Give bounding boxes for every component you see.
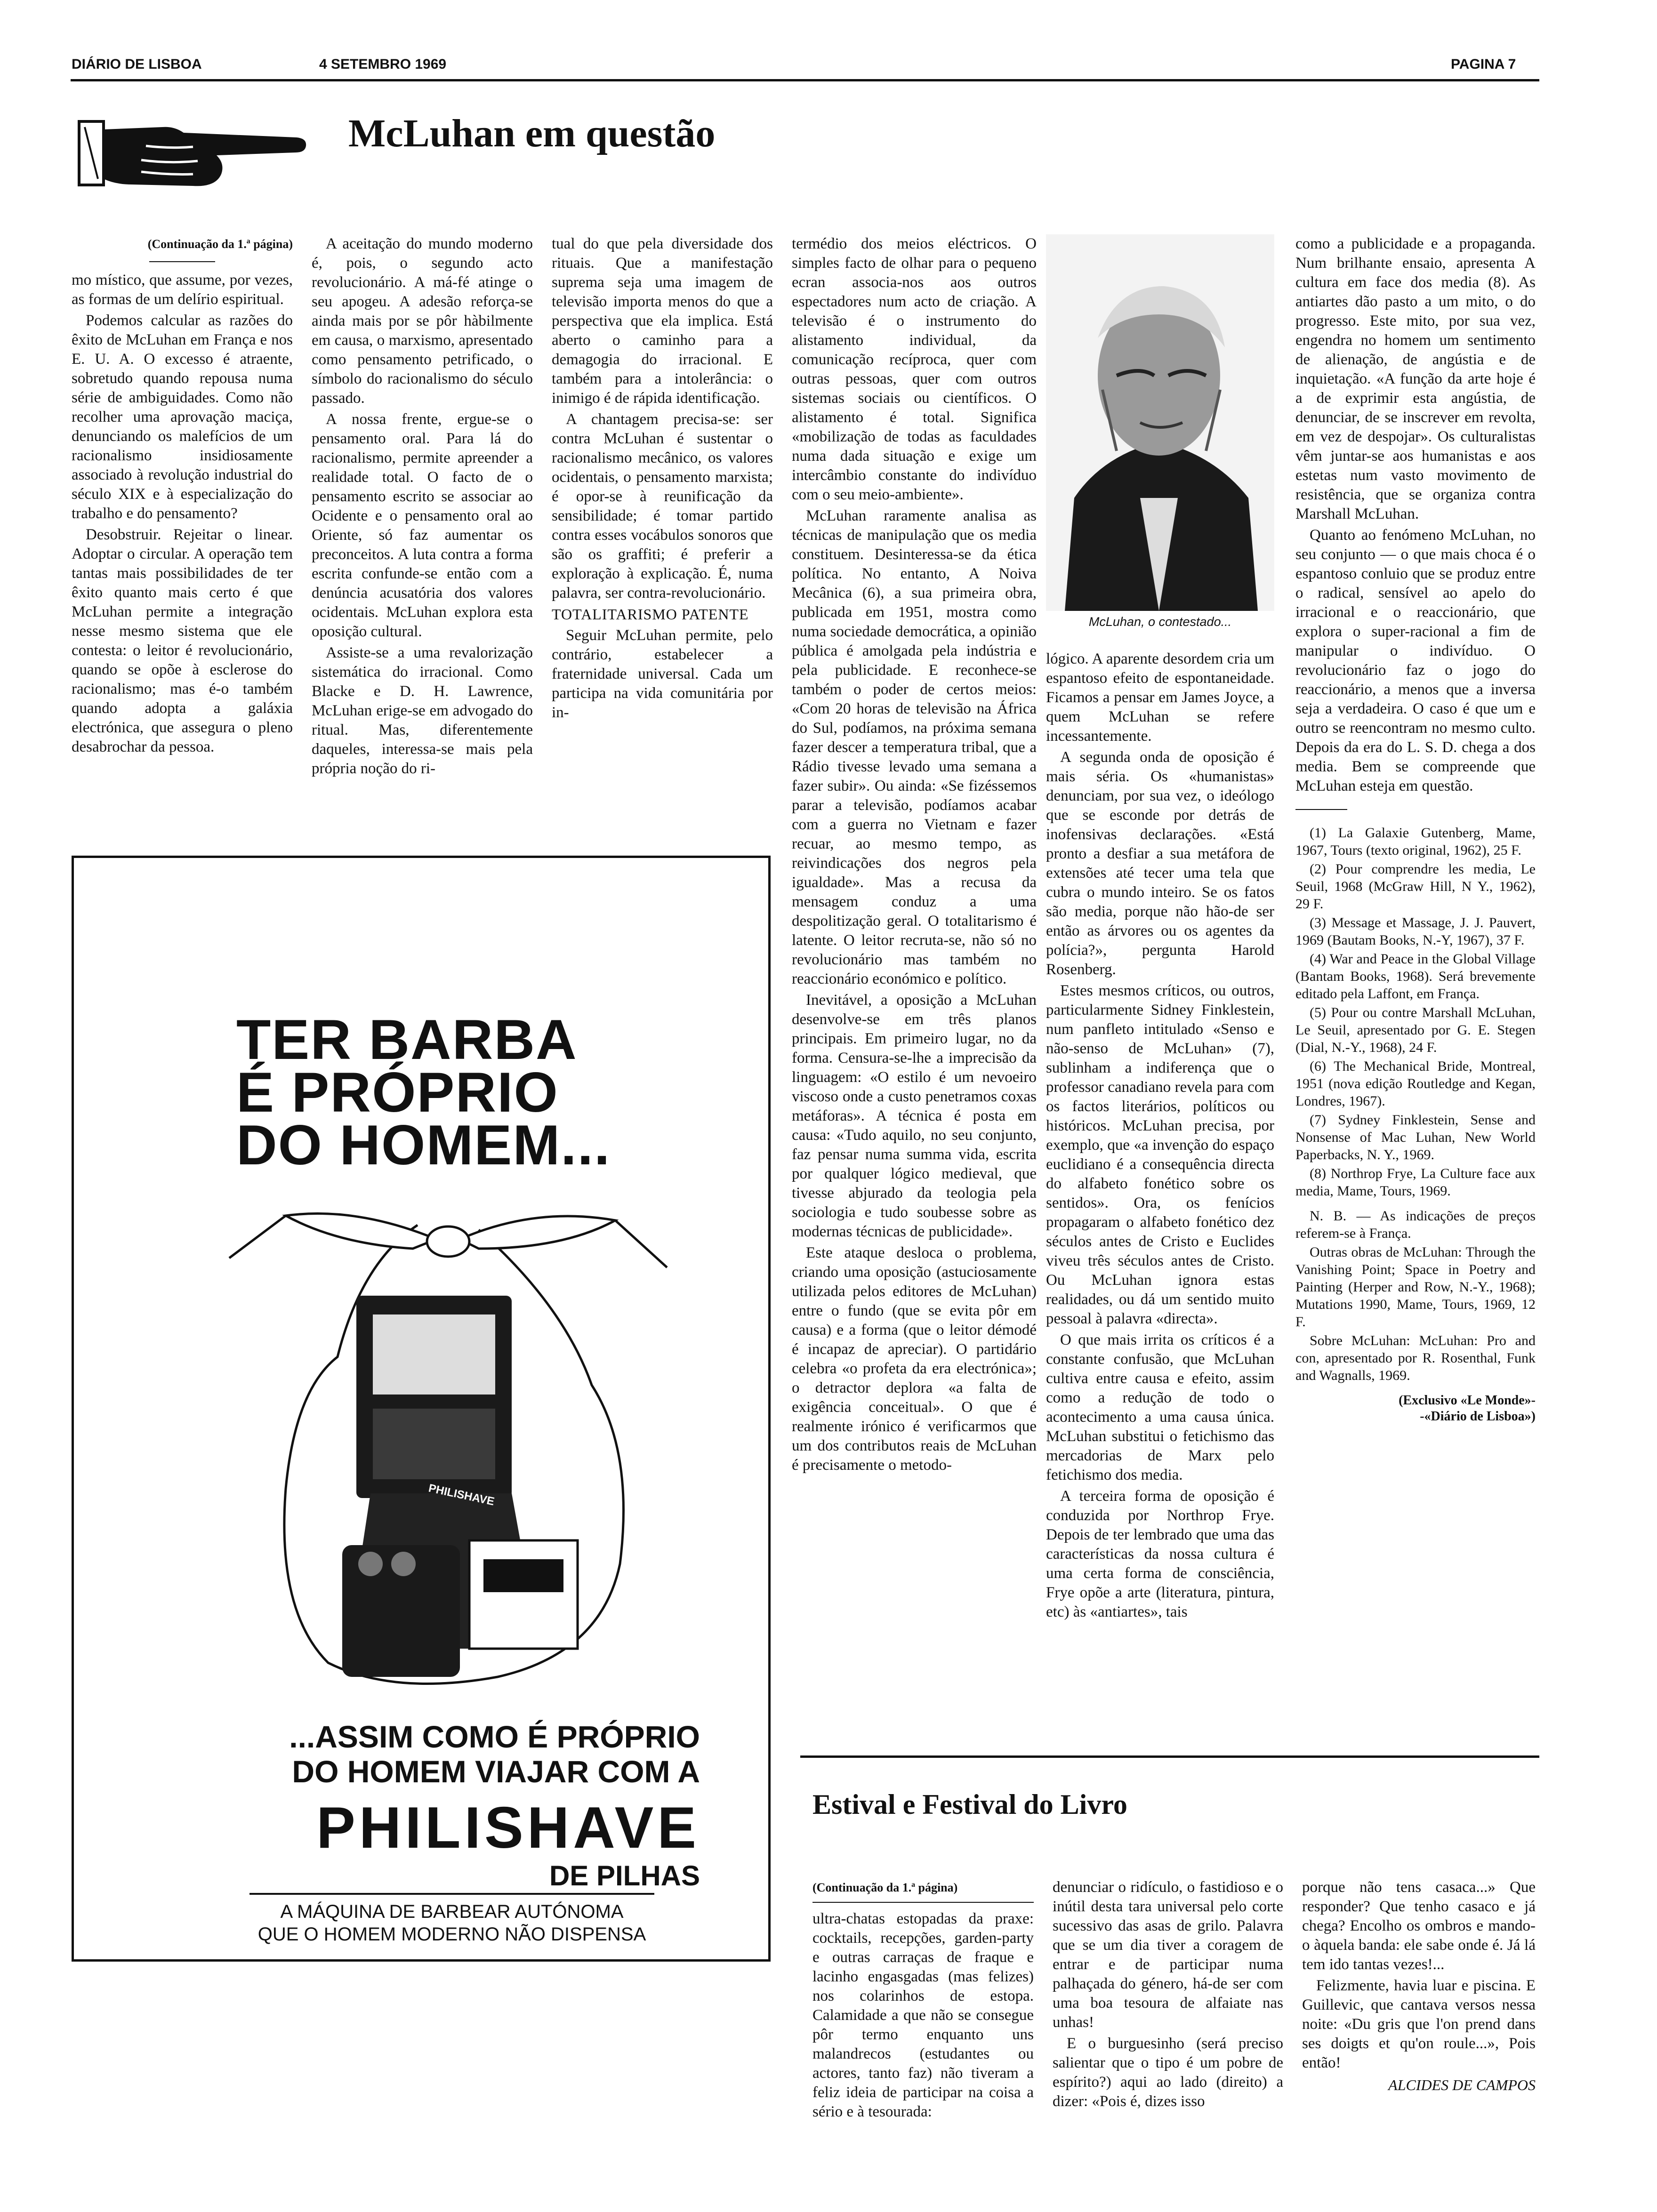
paragraph: Quanto ao fenómeno McLuhan, no seu conjunto — o que mais choca é o espantoso conluio que se produz entre o radical, sensível ao apelo do irracional e o reaccionário, que explora o super-racional a fim de manipular o indivíduo. O revolucionário faz o jogo do reaccionário, a menos que a inversa seja a verdadeira. O caso é que um e outro se reencontram no mesmo culto. Depois da era do L. S. D. chega a dos media. Bem se compreende que McLuhan esteja em questão. <box>1295 527 1536 794</box>
portrait-photo <box>1046 234 1274 611</box>
article-column-6 <box>1295 234 1536 1425</box>
ad-slogan-line: A MÁQUINA DE BARBEAR AUTÓNOMA <box>280 1901 624 1922</box>
article-column-4 <box>792 234 1037 1477</box>
paragraph: Este ataque desloca o problema, criando uma oposição (astuciosamente utilizada pelos editores de McLuhan) entre o fundo (que se evita pôr em causa) e a forma (que o leitor démodé é incapaz de apreciar). O partidário celebra «o profeta da era electrónica»; o detractor deplora «a falta de exigência conceitual». O que é realmente irónico é verificarmos que um dos contributos reais de McLuhan é precisamente o metodo- <box>792 1244 1037 1474</box>
philishave-advertisement <box>72 856 771 1962</box>
photo-caption: McLuhan, o contestado... <box>1088 615 1232 629</box>
footnote: (4) War and Peace in the Global Village (Bantam Books, 1968). Será brevemente editado pela Laffont, em França. <box>1295 951 1536 1002</box>
short-divider <box>812 1902 1034 1903</box>
paragraph: A terceira forma de oposição é conduzida por Northrop Frye. Depois de ter lembrado que uma das características da nossa cultura é uma certa forma de consciência, Frye opõe a arte (literatura, pintura, etc) às «antiartes», tais <box>1046 1488 1274 1620</box>
article2-column-1 <box>812 1878 1034 2124</box>
ad-slogan-line: QUE O HOMEM MODERNO NÃO DISPENSA <box>257 1924 646 1945</box>
author-signature: ALCIDES DE CAMPOS <box>1388 2076 1536 2093</box>
ad-headline-line: DO HOMEM... <box>236 1114 611 1177</box>
paragraph: termédio dos meios eléctricos. O simples facto de olhar para o pequeno ecran associa-nos aos outros espectadores num acto de criação. A televisão é o instrumento do alistamento individual, da comunicação recíproca, quer com outras pessoas, quer com outros sistemas sociais ou científicos. O alistamento é total. Significa «mobilização de todas as faculdades numa dada situação e exige um intercâmbio constante do indivíduo com o seu meio-ambiente». <box>792 235 1037 503</box>
article2-column-2 <box>1053 1878 1283 2113</box>
ad-headline <box>236 1008 611 1177</box>
footnote: (8) Northrop Frye, La Culture face aux media, Mame, Tours, 1969. <box>1295 1166 1536 1199</box>
credit-line: -«Diário de Lisboa») <box>1420 1409 1536 1424</box>
newspaper-name: DIÁRIO DE LISBOA <box>72 56 202 72</box>
issue-date: 4 SETEMBRO 1969 <box>319 56 447 72</box>
paragraph: Desobstruir. Rejeitar o linear. Adoptar o circular. A operação tem tantas mais possibilidades de ter êxito quanto mais certo é que McLuhan permite a integração nesse mesmo sistema que ele contesta: o leitor é revolucionário, quando se opõe à esclerose do racionalismo; mas é-o também quando adopta a galáxia electrónica, que assegura o pleno desabrochar da pessoa. <box>72 526 293 755</box>
paragraph: O que mais irrita os críticos é a constante confusão, que McLuhan cultiva entre causa e efeito, assim como a redução de todo o acontecimento a uma causa única. McLuhan substitui o fetichismo das mercadorias de Marx pelo fetichismo dos media. <box>1046 1331 1274 1483</box>
paragraph: A segunda onda de oposição é mais séria. Os «humanistas» denunciam, por sua vez, o ideólogo que se esconde por detrás de inofensivas declarações. «Está pronto a desfiar a sua metáfora de extensões até tecer uma tela que cubra o mundo inteiro. Se os fatos são media, porque não hão-de ser então as árvores ou os agentes da polícia?», pergunta Harold Rosenberg. <box>1046 749 1274 978</box>
footnote: Sobre McLuhan: McLuhan: Pro and con, apresentado por R. Rosenthal, Funk and Wagnalls, 1969. <box>1295 1333 1536 1383</box>
footnotes <box>1295 824 1536 1384</box>
source-credit <box>1295 1393 1536 1425</box>
credit-line: (Exclusivo «Le Monde»- <box>1399 1393 1536 1408</box>
paragraph: McLuhan raramente analisa as técnicas de manipulação que os media constituem. Desinteressa-se da ética política. No entanto, A Noiva Mecânica (6), a sua primeira obra, publicada em 1951, mostra como numa sociedade democrática, a opinião pública é amolgada pela indústria e pela publicidade. E reconhece-se também o poder de certos meios: «Com 20 horas de televisão na África do Sul, podíamos, na próxima semana fazer descer a temperatura tribal, que a Rádio tivesse levado uma semana a fazer subir». Ou ainda: «Se fizéssemos parar a televisão, podíamos acabar com a guerra no Vietnam e fazer recuar, ao mesmo tempo, as reivindicações dos negros pela igualdade». Mas a recusa da mensagem conduz a uma despolitização geral. O totalitarismo é latente. O leitor recruta-se, não só no revolucionário mas também no reaccionário económico e político. <box>792 507 1037 987</box>
product-label: PHILISHAVE <box>427 1482 496 1508</box>
footnote: (1) La Galaxie Gutenberg, Mame, 1967, Tours (texto original, 1962), 25 F. <box>1295 825 1536 858</box>
shaver-bag-illustration <box>215 1187 686 1696</box>
footnote: (7) Sydney Finklestein, Sense and Nonsense of Mac Luhan, New World Paperbacks, N. Y., 1969. <box>1295 1112 1536 1162</box>
ad-headline-line: TER BARBA <box>236 1008 578 1071</box>
article2-column-3 <box>1302 1878 1536 2095</box>
paragraph: A chantagem precisa-se: ser contra McLuhan é sustentar o racionalismo mecânico, os valores ocidentais, o pensamento marxista; é opor-se à reunificação da sensibilidade; é tomar partido contra esses vocábulos sonoros que são os graffiti; é preferir a exploração à explicação. É, numa palavra, ser contra-revolucionário. <box>552 411 773 601</box>
paragraph: Felizmente, havia luar e piscina. E Guillevic, que cantava versos nessa noite: «Du gris que l'on prend dans ses doigts et qu'on roule...», Pois então! <box>1302 1977 1536 2071</box>
paragraph: ultra-chatas estopadas da praxe: cocktails, recepções, garden-party e outras carraças de fraque e lacinho engasgadas (mas felizes) nos colarinhos de estopa. Calamidade a que não se consegue pôr termo enquanto uns malandrecos (estudantes ou actores, tanto faz) não tiveram a feliz ideia de participar na coisa a sério e à tesourada: <box>812 1910 1034 2120</box>
paragraph: porque não tens casaca...» Que responder? Que tenho casaco e já chega? Encolho os ombros e mando-o àquela banda: ele sabe onde é. Já lá tem ido tantas vezes!... <box>1302 1879 1536 1973</box>
ad-brand-subtitle: DE PILHAS <box>549 1860 700 1891</box>
continuation-note: (Continuação da 1.ª página) <box>147 237 293 251</box>
footnote: (5) Pour ou contre Marshall McLuhan, Le Seuil, apresentado por G. E. Stegen (Dial, N.-Y., 1968), 24 F. <box>1295 1005 1536 1055</box>
paragraph: Podemos calcular as razões do êxito de McLuhan em França e nos E. U. A. O excesso é atraente, sobretudo quando repousa numa série de ambiguidades. Como não recolher uma aprovação maciça, denunciando os malefícios de um racionalismo insidiosamente associado à revolução industrial do século XIX e à especialização do trabalho e do pensamento? <box>72 312 293 522</box>
ad-subheadline-line: ...ASSIM COMO É PRÓPRIO <box>289 1719 700 1754</box>
footnote: (6) The Mechanical Bride, Montreal, 1951 (nova edição Routledge and Kegan, Londres, 1967). <box>1295 1058 1536 1109</box>
footnote: (2) Pour comprendre les media, Le Seuil, 1968 (McGraw Hill, N Y., 1962), 29 F. <box>1295 861 1536 912</box>
pointing-hand-icon <box>75 108 311 198</box>
portrait-image <box>1046 234 1274 611</box>
header-rule <box>71 79 1539 81</box>
article-column-1 <box>72 234 293 759</box>
article-column-2 <box>312 234 533 780</box>
ad-subheadline <box>121 1719 700 1789</box>
footnote: (3) Message et Massage, J. J. Pauvert, 1969 (Bautam Books, N.-Y, 1967), 37 F. <box>1295 915 1536 948</box>
paragraph: Assiste-se a uma revalorização sistemática do irracional. Como Blacke e D. H. Lawrence, McLuhan erige-se em advogado do ritual. Mas, diferentemente daqueles, interessa-se mais pela própria noção do ri- <box>312 644 533 777</box>
article-column-3 <box>552 234 773 724</box>
ad-subheadline-line: DO HOMEM VIAJAR COM A <box>292 1754 700 1789</box>
section-rule <box>800 1755 1539 1758</box>
subheading: TOTALITARISMO PATENTE <box>552 606 749 623</box>
ad-slogan <box>249 1893 654 1946</box>
paragraph: Seguir McLuhan permite, pelo contrário, estabelecer a fraternidade universal. Cada um participa na vida comunitária por in- <box>552 627 773 721</box>
paragraph: denunciar o ridículo, o fastidioso e o inútil desta tara universal pelo corte sucessivo das asas de grilo. Palavra que se um dia tiver a coragem de entrar e de participar numa palhaçada do género, há-de ser com uma boa tesoura de alfaiate nas unhas! <box>1053 1879 1283 2031</box>
short-divider <box>149 261 215 262</box>
paragraph: mo místico, que assume, por vezes, as formas de um delírio espiritual. <box>72 272 293 308</box>
ad-headline-line: É PRÓPRIO <box>236 1061 559 1124</box>
footnote-nb: N. B. — As indicações de preços referem-se à França. <box>1295 1208 1536 1241</box>
article-column-5 <box>1046 649 1274 1624</box>
paragraph: como a publicidade e a propaganda. Num brilhante ensaio, apresenta A cultura em face dos media (8). As antiartes dão pasto a um mito, o do progresso. Este mito, por sua vez, engendra no homem um sentimento de alienação, de angústia e de inquietação. «A função da arte hoje é a de exprimir esta angústia, de denunciar, de se inscrever em revolta, em vez de despojar». Os culturalistas vêm juntar-se aos humanistas e aos estetas num vasto movimento de resistência, que se organiza contra Marshall McLuhan. <box>1295 235 1536 522</box>
paragraph: Estes mesmos críticos, ou outros, particularmente Sidney Finklestein, num panfleto intitulado «Senso e não-senso de McLuhan» (7), sublinham a indiferença que o professor canadiano revela para com os factos literários, políticos ou históricos. McLuhan precisa, por exemplo, que «a invenção do espaço euclidiano é a consequência directa do alfabeto fonético sobre os sentidos». Ora, os fenícios propagaram o alfabeto fonético dez séculos antes de Cristo e Euclides viveu três séculos antes de Cristo. Ou McLuhan ignora estas realidades, ou dá um sentido muito pessoal à palavra «directa». <box>1046 982 1274 1327</box>
ad-brand-name: PHILISHAVE <box>316 1795 700 1860</box>
footnote: Outras obras de McLuhan: Through the Vanishing Point; Space in Poetry and Painting (Herper and Row, N.-Y., 1968); Mutations 1990, Mame, Tours, 1969, 12 F. <box>1295 1244 1536 1330</box>
paragraph: lógico. A aparente desordem cria um espantoso efeito de espontaneidade. Ficamos a pensar em James Joyce, a quem McLuhan se refere incessantemente. <box>1046 650 1274 745</box>
paragraph: Inevitável, a oposição a McLuhan desenvolve-se em três planos principais. Em primeiro lugar, no da forma. Censura-se-lhe a imprecisão da linguagem: «O estilo é um nevoeiro viscoso onde a custo penetramos coxas metáforas». A técnica é posta em causa: «Tudo aquilo, no seu conjunto, faz pensar numa summa vida, escrita por qualquer lógico medieval, que tivesse abjurado da teologia pela sociologia e tudo soubesse sobre as modernas técnicas de publicidade». <box>792 992 1037 1240</box>
article2-title: Estival e Festival do Livro <box>812 1789 1127 1820</box>
paragraph: tual do que pela diversidade dos rituais. Que a manifestação suprema seja uma imagem de televisão importa menos do que a perspectiva que ela implica. Está aberto o caminho para a demagogia do irracional. E também para a intolerância: o inimigo é de rápida identificação. <box>552 235 773 407</box>
paragraph: A aceitação do mundo moderno é, pois, o segundo acto revolucionário. A má-fé atinge o seu apogeu. A adesão reforça-se ainda mais por se pôr hàbilmente em causa, o marxismo, apresentado como pensamento petrificado, o símbolo do racionalismo do século passado. <box>312 235 533 407</box>
paragraph: E o burguesinho (será preciso salientar que o tipo é um pobre de espírito?) aqui ao lado (direito) a dizer: «Pois é, dizes isso <box>1053 2035 1283 2110</box>
article-title: McLuhan em questão <box>348 112 716 155</box>
paragraph: A nossa frente, ergue-se o pensamento oral. Para lá do racionalismo, permite apreender a realidade total. O facto de o pensamento escrito se associar ao Ocidente e o pensamento oral ao Oriente, só faz aumentar os preconceitos. A luta contra a forma escrita confunde-se então com a denúncia acusatória dos valores ocidentais. McLuhan explora esta oposição cultural. <box>312 411 533 640</box>
continuation-note: (Continuação da 1.ª página) <box>812 1881 958 1894</box>
notes-divider <box>1295 809 1347 810</box>
page-number: PAGINA 7 <box>1451 56 1516 72</box>
